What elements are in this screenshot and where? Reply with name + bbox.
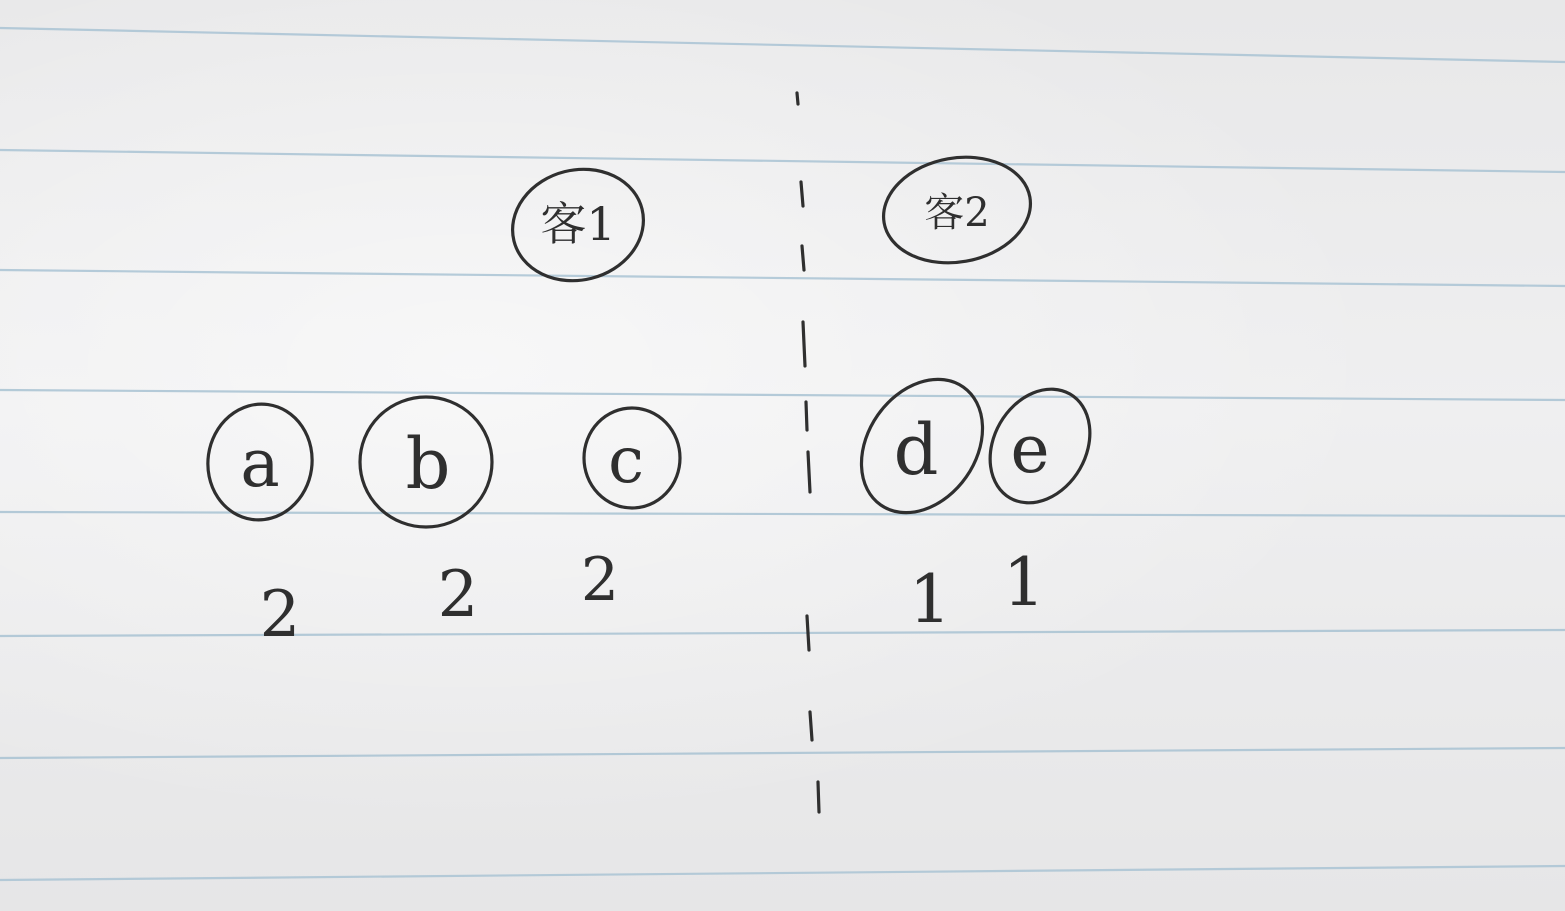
ruled-line: [0, 150, 1565, 172]
ruled-line: [0, 748, 1565, 758]
ruled-line: [0, 390, 1565, 400]
count-e: 1: [1003, 544, 1045, 621]
parent-label-right: 客2: [924, 190, 990, 236]
count-c: 2: [580, 545, 620, 615]
count-b: 2: [437, 558, 479, 632]
count-d: 1: [909, 561, 951, 638]
ruled-line: [0, 270, 1565, 286]
child-node-e: [970, 371, 1110, 521]
dashed-divider: [797, 93, 819, 812]
child-label-b: b: [405, 423, 451, 505]
ruled-line: [0, 630, 1565, 636]
count-a: 2: [259, 578, 301, 652]
child-node-b: [360, 397, 492, 527]
ruled-lines: [0, 28, 1565, 880]
child-node-c: [584, 408, 680, 508]
child-label-e: e: [1010, 411, 1050, 488]
child-node-d: [836, 356, 1007, 536]
ruled-line: [0, 866, 1565, 880]
child-label-c: c: [608, 424, 644, 498]
parent-label-left: 客1: [540, 197, 616, 251]
child-node-a: [200, 397, 319, 526]
child-label-d: d: [893, 409, 939, 491]
parent-node-left: [501, 156, 656, 295]
counts: [260, 544, 1045, 652]
child-label-a: a: [240, 425, 280, 502]
ruled-line: [0, 28, 1565, 62]
